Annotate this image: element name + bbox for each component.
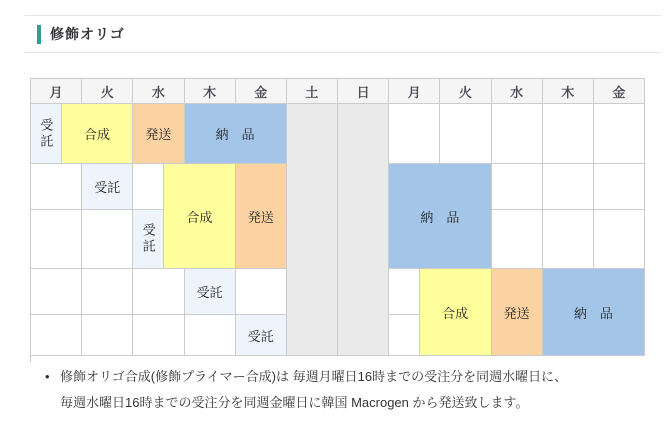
cell-empty [236, 269, 287, 315]
cell-shipping: 発送 [236, 164, 287, 269]
cell-empty [389, 269, 420, 315]
cell-synthesis: 合成 [164, 164, 236, 269]
cell-empty [185, 315, 236, 356]
day-header: 金 [236, 79, 287, 104]
cell-empty [133, 315, 184, 356]
note-line-2: 毎週水曜日16時までの受注分を同週金曜日に韓国 Macrogen から発送致します。 [60, 395, 529, 410]
day-header: 日 [338, 79, 389, 104]
divider-under-title [25, 52, 661, 53]
cell-empty [389, 315, 420, 356]
day-header: 水 [133, 79, 184, 104]
note-item [45, 364, 645, 416]
cell-empty [492, 104, 543, 164]
cell-weekend-sun [338, 104, 389, 356]
cell-empty [440, 104, 491, 164]
title-accent-bar [37, 25, 41, 44]
day-header: 水 [492, 79, 543, 104]
cell-empty [543, 210, 594, 269]
cell-empty [82, 269, 133, 315]
cell-empty [594, 210, 645, 269]
cell-empty [133, 164, 164, 210]
cell-order: 受託 [31, 104, 62, 164]
cell-delivery: 納 品 [543, 269, 645, 356]
day-header: 金 [594, 79, 645, 104]
cell-delivery: 納 品 [389, 164, 491, 269]
bullet-icon: • [45, 369, 50, 384]
page-title: 修飾オリゴ [50, 26, 125, 42]
day-header: 火 [440, 79, 491, 104]
day-header: 月 [31, 79, 82, 104]
cell-empty [31, 164, 82, 210]
cell-empty [594, 164, 645, 210]
cell-order: 受託 [236, 315, 287, 356]
cell-weekend-sat [287, 104, 338, 356]
cell-synthesis: 合成 [62, 104, 134, 164]
cell-order: 受託 [82, 164, 133, 210]
divider-top [25, 15, 661, 16]
cell-order: 受託 [133, 210, 164, 269]
day-header: 月 [389, 79, 440, 104]
cell-shipping: 発送 [492, 269, 543, 356]
cell-empty [31, 315, 82, 356]
cell-order: 受託 [185, 269, 236, 315]
cell-empty [82, 315, 133, 356]
schedule-table [30, 78, 645, 362]
cell-empty [389, 104, 440, 164]
note-line-1: 修飾オリゴ合成(修飾プライマー合成)は 毎週月曜日16時までの受注分を同週水曜日に、 [60, 369, 568, 384]
cell-empty [543, 164, 594, 210]
cell-empty [594, 104, 645, 164]
day-header: 木 [185, 79, 236, 104]
section-title [37, 24, 125, 44]
day-header: 木 [543, 79, 594, 104]
day-header: 火 [82, 79, 133, 104]
cell-empty [492, 210, 543, 269]
cell-shipping: 発送 [133, 104, 184, 164]
cell-empty [133, 269, 184, 315]
cell-delivery: 納 品 [185, 104, 287, 164]
cell-empty [492, 164, 543, 210]
cell-empty [82, 210, 133, 269]
cell-empty [31, 210, 82, 269]
note-text [60, 364, 645, 416]
notes [45, 364, 645, 416]
cell-empty [31, 269, 82, 315]
cell-synthesis: 合成 [420, 269, 492, 356]
cell-empty [543, 104, 594, 164]
day-header: 土 [287, 79, 338, 104]
